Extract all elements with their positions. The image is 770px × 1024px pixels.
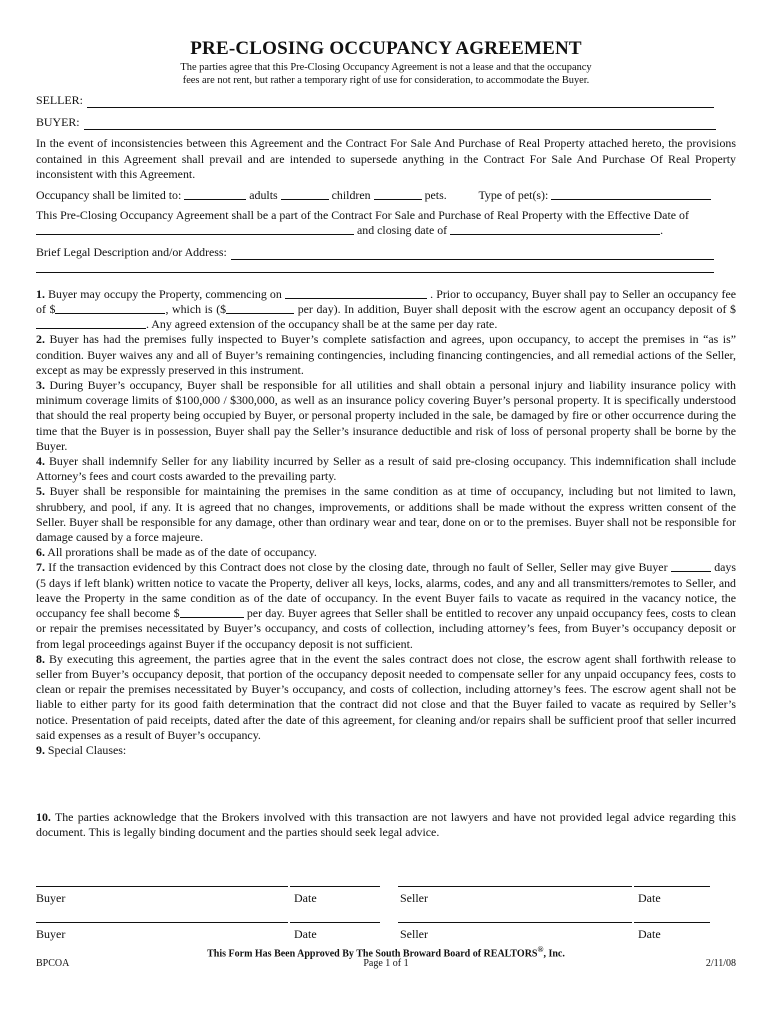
occupancy-start-date-input[interactable] <box>285 287 427 299</box>
closing-date-period: . <box>660 223 664 238</box>
seller-date-label-2: Date <box>638 927 661 941</box>
item-4-number: 4. <box>36 454 45 469</box>
item-3-number: 3. <box>36 378 45 393</box>
legal-description-label: Brief Legal Description and/or Address: <box>36 244 227 259</box>
item-1-text-c: occupancy fee of $ <box>36 286 736 317</box>
buyer-field <box>36 115 736 130</box>
seller-signature-line-2[interactable] <box>398 922 632 923</box>
seller-label: SELLER: <box>36 93 83 107</box>
page-number: Page 1 of 1 <box>363 958 409 969</box>
item-1-text-b: . Prior to occupancy, Buyer shall pay to Seller an <box>430 286 665 301</box>
special-clauses-area[interactable] <box>36 758 736 810</box>
item-1 <box>36 287 736 333</box>
item-9 <box>36 743 736 758</box>
occupancy-deposit-input[interactable] <box>36 317 146 329</box>
legal-description-input-line-2[interactable] <box>36 272 714 273</box>
item-7-text-b: days (5 days if left blank) written notice to vacate the Property, deliver all keys, locks, alarms, codes, and any and all transmitters/remotes to Seller, and leave the Property in the same condition as of the date of occupancy. In the event Buyer fails to vacate as required in the vacancy notice, the occupancy fee shall become $ <box>36 560 736 621</box>
buyer-date-line-1[interactable] <box>290 886 380 887</box>
pets-label: pets. <box>424 188 447 203</box>
pets-input[interactable] <box>374 188 422 200</box>
item-10-number: 10. <box>36 810 51 825</box>
item-2-number: 2. <box>36 332 45 347</box>
occupancy-fee-input[interactable] <box>55 302 165 314</box>
seller-signature-label-1: Seller <box>400 891 428 905</box>
item-1-text-f: occupancy deposit of $ <box>624 302 736 317</box>
effective-date-input[interactable] <box>36 223 354 235</box>
item-5-text: Buyer shall be responsible for maintaining the premises in the same condition as at time of occupancy, including but not limited to lawn, shrubbery, and pool, if any. It is agreed that no changes, improvements, or additions shall be made without the express written consent of the Seller. Buyer shall be responsible for any damage, other than ordinary wear and tear, done on or to the premises. Buyer shall not be responsible for damage caused by a force majeure. <box>36 484 736 545</box>
item-7-number: 7. <box>36 560 45 575</box>
holdover-fee-input[interactable] <box>180 606 244 618</box>
contract-part-line-1: This Pre-Closing Occupancy Agreement shall be a part of the Contract For Sale and Purchase of Real Property with the Effective Date of <box>36 208 689 223</box>
item-5 <box>36 484 736 545</box>
buyer-signature-label-2: Buyer <box>36 927 66 941</box>
approval-text: This Form Has Been Approved By The South Broward Board of REALTORS <box>207 948 538 960</box>
buyer-date-label-1: Date <box>294 891 317 905</box>
approval-inc: , Inc. <box>543 948 565 960</box>
children-label: children <box>331 188 371 203</box>
legal-description-field <box>36 245 736 260</box>
item-7-text-a: If the transaction evidenced by this Contract does not close by the closing date, through no fault of Seller, Seller may give Buyer <box>48 560 668 575</box>
item-2-text: Buyer has had the premises fully inspected to Buyer’s complete satisfaction and agrees, upon occupancy, to accept the premises in “as is” condition. Buyer waives any and all of Buyer’s remaining contingencies, including financing contingencies, and all remedial actions of the Seller, except as may be expressly preserved in this instrument. <box>36 332 737 377</box>
buyer-label: BUYER: <box>36 115 80 130</box>
item-6-number: 6. <box>36 545 45 560</box>
item-7 <box>36 560 736 651</box>
contract-part-line-2 <box>36 223 736 238</box>
item-4-text: Buyer shall indemnify Seller for any liability incurred by Seller as a result of said pre-closing occupancy. This indemnification shall include Attorney’s fees and court costs awarded to the prevailing party. <box>36 454 736 484</box>
item-9-number: 9. <box>36 742 45 757</box>
page-footer <box>36 944 736 969</box>
legal-description-input[interactable] <box>231 247 714 260</box>
children-input[interactable] <box>281 188 329 200</box>
buyer-input[interactable] <box>84 117 716 130</box>
item-8 <box>36 652 736 743</box>
item-4 <box>36 454 736 484</box>
item-1-text-a: Buyer may occupy the Property, commencing on <box>48 286 282 301</box>
item-8-text: By executing this agreement, the parties agree that in the event the sales contract does not close, the escrow agent shall forthwith release to seller from Buyer’s occupancy deposit, that portion of the occupancy deposit needed to compensate seller for any unpaid occupancy fees, costs to clean or repair the premises necessitated by Buyer’s occupancy, and costs of collection, including attorney’s fees. The escrow agent shall not be liable to either party for its good faith determination that the contract did not close and that the Buyer failed to vacate as required by Seller’s notice. Presentation of paid receipts, dated after the date of this agreement, for cleaning and/or repairs shall be sufficient proof that seller incurred said expenses as a result of Buyer’s occupancy. <box>36 651 736 742</box>
item-10 <box>36 810 736 840</box>
buyer-date-label-2: Date <box>294 927 317 941</box>
signature-row-1 <box>36 886 736 906</box>
seller-date-line-2[interactable] <box>634 922 710 923</box>
inconsistencies-paragraph: In the event of inconsistencies between this Agreement and the Contract For Sale And Purchase of Real Property attached hereto, the provisions contained in this Agreement shall prevail and are intended to supersede anything in the Contract For Sale And Purchase Of Real Property inconsistent with this Agreement. <box>36 136 736 181</box>
document-title: PRE-CLOSING OCCUPANCY AGREEMENT <box>190 38 582 59</box>
subtitle-line-1: The parties agree that this Pre-Closing Occupancy Agreement is not a lease and that the occupancy <box>180 62 592 73</box>
occupancy-limited-label: Occupancy shall be limited to: <box>36 188 182 203</box>
item-7-text-c: per day. Buyer agrees that Seller shall be entitled to recover any unpaid occupancy fees, costs to clean or repair the premises necessitated by Buyer’s occupancy, and costs of collection, including attorney’s fees, from Buyer’s occupancy deposit or from legal proceedings against Buyer if the occupancy deposit is not sufficient. <box>36 606 737 651</box>
item-1-text-e: per day). In addition, Buyer shall deposit with the escrow agent an <box>297 302 621 317</box>
item-2 <box>36 332 736 378</box>
buyer-date-line-2[interactable] <box>290 922 380 923</box>
item-5-number: 5. <box>36 484 45 499</box>
document-subtitle <box>36 61 736 87</box>
item-6-text: All prorations shall be made as of the date of occupancy. <box>47 545 317 560</box>
closing-date-input[interactable] <box>450 223 660 235</box>
registered-mark: ® <box>537 945 544 954</box>
seller-field <box>36 93 736 108</box>
type-of-pets-label: Type of pet(s): <box>478 188 549 203</box>
seller-signature-label-2: Seller <box>400 927 428 941</box>
contract-part-paragraph <box>36 208 736 238</box>
vacate-notice-days-input[interactable] <box>671 560 711 572</box>
item-10-text: The parties acknowledge that the Brokers involved with this transaction are not lawyers and have not provided legal advice regarding this document. This is legally binding document and the parties should seek legal advice. <box>36 810 736 840</box>
type-of-pets-input[interactable] <box>551 188 711 200</box>
occupancy-limits-line <box>36 188 736 203</box>
adults-input[interactable] <box>184 188 246 200</box>
item-3 <box>36 378 736 454</box>
item-3-text: During Buyer’s occupancy, Buyer shall be responsible for all utilities and shall obtain a personal injury and liability insurance policy with minimum coverage limits of $100,000 / $300,000, as well as an insurance policy covering Buyer’s personal property. It is specifically understood that should the real property being occupied by Buyer, or personal property included in the sale, be damaged by fire or other occurrence during the time that the Buyer is in possession, Buyer shall pay the Seller’s insurance deductible and risk of loss of personal property shall be borne by the Buyer. <box>36 378 736 453</box>
special-clauses-label: Special Clauses: <box>47 742 127 757</box>
subtitle-line-2: fees are not rent, but rather a temporary right of use for consideration, to accommodate the Buyer. <box>182 75 590 86</box>
buyer-signature-line-2[interactable] <box>36 922 288 923</box>
form-code: BPCOA <box>36 958 70 969</box>
agreement-page <box>36 38 736 841</box>
item-6 <box>36 545 736 560</box>
per-day-rate-input[interactable] <box>226 302 294 314</box>
buyer-signature-label-1: Buyer <box>36 891 66 905</box>
closing-date-label: and closing date of <box>356 223 448 238</box>
item-1-number: 1. <box>36 286 45 301</box>
item-8-number: 8. <box>36 651 45 666</box>
buyer-signature-line-1[interactable] <box>36 886 288 887</box>
seller-date-label-1: Date <box>638 891 661 905</box>
agreement-items <box>36 287 736 841</box>
form-date: 2/11/08 <box>705 958 736 969</box>
adults-label: adults <box>249 188 278 203</box>
signature-row-2 <box>36 922 736 942</box>
seller-signature-line-1[interactable] <box>398 886 632 887</box>
seller-input[interactable] <box>87 95 714 108</box>
seller-date-line-1[interactable] <box>634 886 710 887</box>
item-1-text-d: , which is ($ <box>165 302 227 317</box>
item-1-text-g: . Any agreed extension of the occupancy shall be at the same per day rate. <box>146 317 498 332</box>
